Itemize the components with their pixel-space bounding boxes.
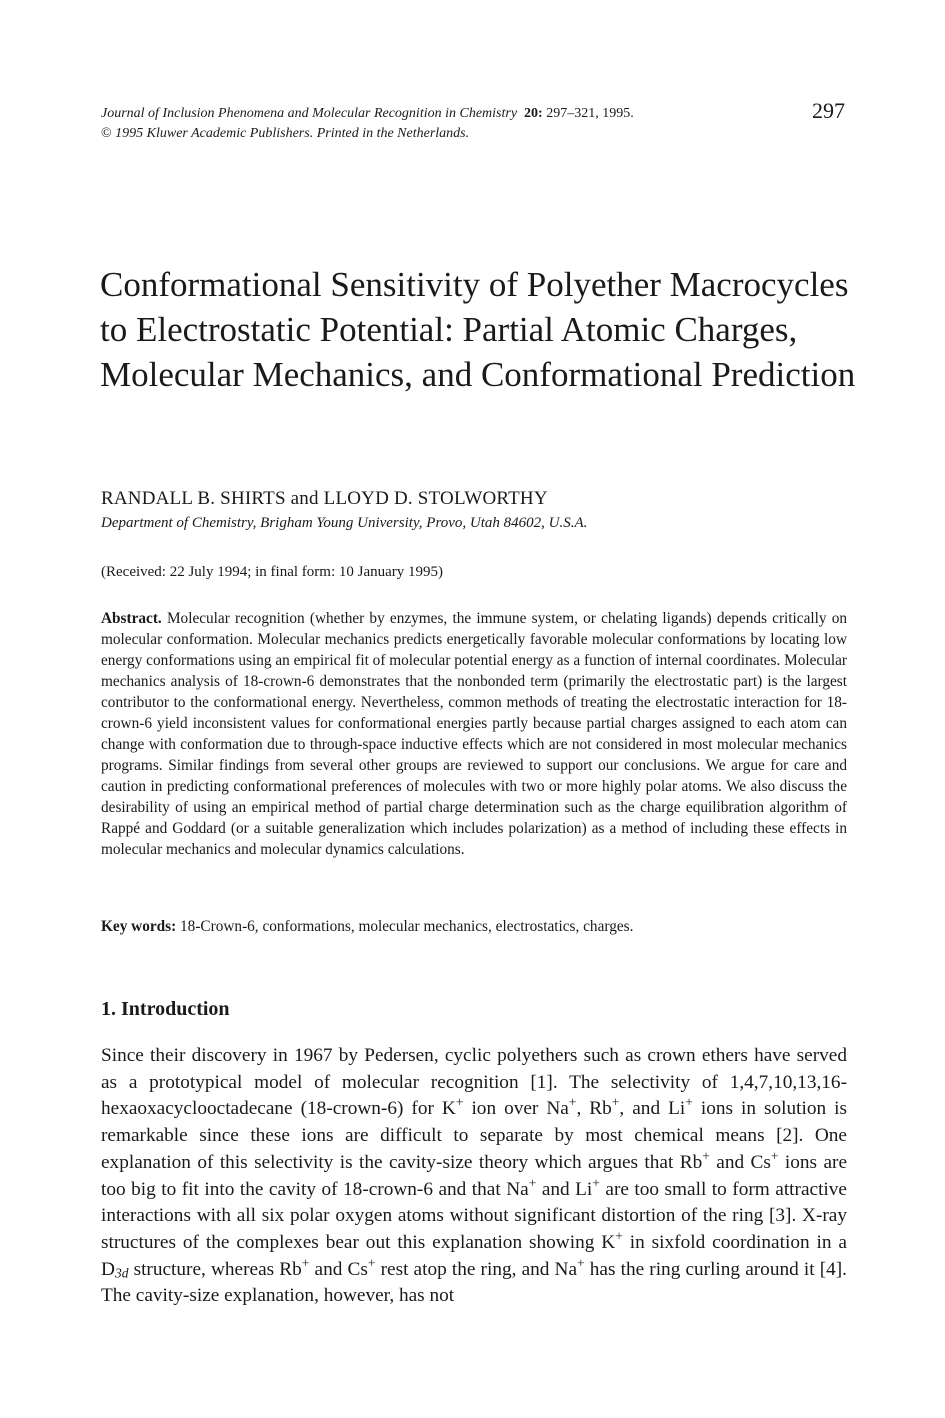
text-run: and Cs [309,1258,368,1280]
text-run: Since their discovery in 1967 by Pedersen, cyclic polyethers such as crown ethers have served as a prototypical model of molecular recognition [1]. The selectivity of 1,4,7,10,13,16-hexaoxacyclooctadecane (18-crown-6) for K [101,1045,847,1120]
superscript: + [685,1094,693,1110]
affiliation: Department of Chemistry, Brigham Young University, Provo, Utah 84602, U.S.A. [101,515,588,531]
subscript: 3d [114,1265,129,1281]
text-run: in sixfold coordination in a D [101,1231,847,1280]
text-run: and Li [536,1178,593,1200]
text-run: and Cs [709,1151,771,1173]
superscript: + [611,1094,620,1110]
superscript: + [568,1094,577,1110]
text-run: ion over Na [463,1098,569,1120]
superscript: + [592,1175,600,1191]
text-run: rest atop the ring, and Na [375,1258,578,1280]
copyright-text: 1995 Kluwer Academic Publishers. Printed in the Netherlands. [115,126,470,141]
superscript: + [577,1255,585,1271]
text-run: are too small to form attractive interactions with all six polar oxygen atoms without significant distortion of the ring [3]. X-ray structures of the complexes bear out this explanation showing K [101,1178,847,1253]
section-heading: 1. Introduction [101,998,230,1020]
copyright-symbol: © [101,126,112,141]
keywords-label: Key words: [101,918,177,935]
superscript: + [301,1255,310,1271]
text-run: ions in solution is remarkable since these ions are difficult to separate by most chemical means [2]. One explanation of this selectivity is the cavity-size theory which argues that Rb [101,1098,848,1173]
superscript: + [615,1228,623,1244]
intro-paragraph [101,1043,847,1310]
received-dates: (Received: 22 July 1994; in final form: 10 January 1995) [101,564,444,580]
page-number: 297 [812,98,845,123]
journal-name: Journal of Inclusion Phenomena and Molecular Recognition in Chemistry [101,106,518,121]
keywords [101,918,847,936]
journal-volume: 20: [524,106,543,121]
authors: RANDALL B. SHIRTS and LLOYD D. STOLWORTHY [101,488,548,509]
superscript: + [367,1255,376,1271]
superscript: + [528,1175,537,1191]
superscript: + [770,1148,779,1164]
abstract-text: Molecular recognition (whether by enzymes, the immune system, or chelating ligands) depends critically on molecular conformation. Molecular mechanics predicts energetically favorable molecular conformations by locating low energy conformations using an empirical fit of molecular potential energy as a function of internal coordinates. Molecular mechanics analysis of 18-crown-6 demonstrates that the nonbonded term (primarily the electrostatic part) is the largest contributor to the conformational energy. Nevertheless, common methods of treating the electrostatic interaction for 18-crown-6 yield inconsistent values for conformational energies partly because partial charges assigned to each atom can change with conformation due to through-space inductive effects which are not considered in most molecular mechanics programs. Similar findings from several other groups are reviewed to support our conclusions. We argue for care and caution in predicting conformational preferences of molecules with two or more highly polar atoms. We also discuss the desirability of using an empirical method of partial charge determination such as the charge equilibration algorithm of Rappé and Goddard (or a suitable generalization which includes polarization) as a method of including these effects in molecular mechanics and molecular dynamics calculations. [101,610,848,858]
text-run: , Rb [576,1098,612,1120]
journal-citation [101,104,801,144]
superscript: + [455,1094,464,1110]
text-run: structure, whereas Rb [128,1258,302,1280]
keywords-text: 18-Crown-6, conformations, molecular mechanics, electrostatics, charges. [180,918,634,935]
abstract-label: Abstract. [101,610,162,627]
abstract [101,608,847,860]
text-run: has the ring curling around it [4]. The cavity-size explanation, however, has not [101,1258,848,1307]
journal-pages: 297–321, 1995. [546,106,634,121]
paper-title: Conformational Sensitivity of Polyether Macrocycles to Electrostatic Potential: Partial Atomic Charges, Molecular Mechanics, and Conformational Prediction [100,265,856,394]
superscript: + [702,1148,710,1164]
text-run: ions are too big to fit into the cavity of 18-crown-6 and that Na [101,1151,848,1200]
text-run: , and Li [619,1098,686,1120]
